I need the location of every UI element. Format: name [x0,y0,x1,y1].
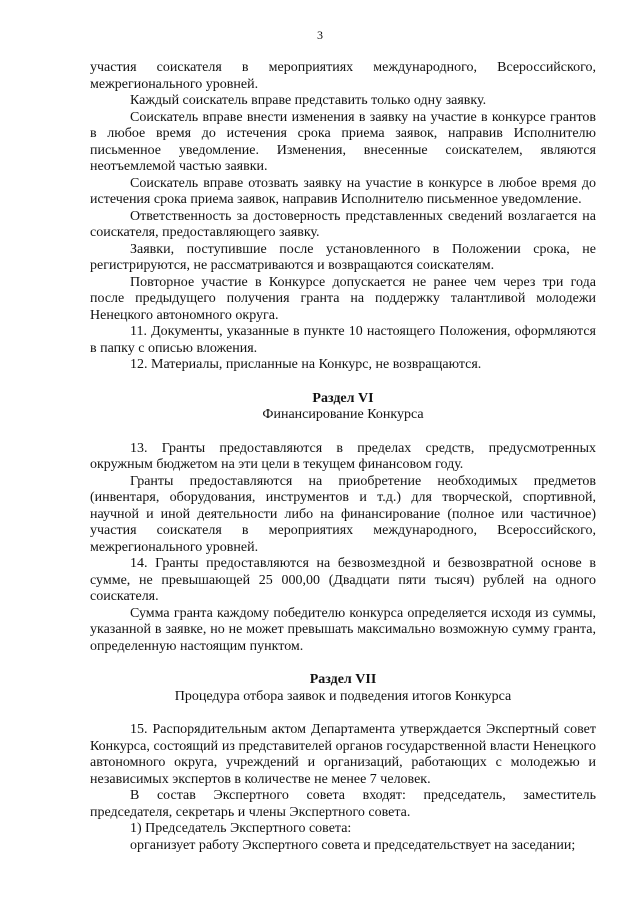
paragraph: Повторное участие в Конкурсе допускается не ранее чем через три года после предыдущего получения гранта на поддержку талантливой молодежи Ненецкого автономного округа. [90,274,596,323]
paragraph: Заявки, поступившие после установленного в Положении срока, не регистрируются, не рассматриваются и возвращаются соискателям. [90,241,596,273]
paragraph: Каждый соискатель вправе представить только одну заявку. [130,93,487,108]
paragraph: Соискатель вправе отозвать заявку на участие в конкурсе в любое время до истечения срока приема заявок, направив Исполнителю письменное уведомление. [90,175,596,207]
paragraph: 13. Гранты предоставляются в пределах средств, предусмотренных окружным бюджетом на эти цели в текущем финансовом году. [90,440,596,472]
page-number: 3 [317,28,323,42]
paragraph: 11. Документы, указанные в пункте 10 настоящего Положения, оформляются в папку с описью вложения. [90,324,596,356]
section-title: Раздел VII [309,672,377,687]
paragraph: Сумма гранта каждому победителю конкурса определяется исходя из суммы, указанной в заявке, но не может превышать максимально возможную сумму гранта, определенную настоящим пунктом. [90,605,596,654]
paragraph: Ответственность за достоверность представленных сведений возлагается на соискателя, предоставляющего заявку. [90,208,596,240]
paragraph: 14. Гранты предоставляются на безвозмездной и безвозвратной основе в сумме, не превышающей 25 000,00 (Двадцати пяти тысяч) рублей на одного соискателя. [90,556,596,604]
paragraph: В состав Экспертного совета входят: председатель, заместитель председателя, секретарь и члены Экспертного совета. [90,788,596,820]
paragraph: 15. Распорядительным актом Департамента утверждается Экспертный совет Конкурса, состоящий из представителей органов государственной власти Ненецкого автономного округа, учреждений и организаций, работающих с молодежью и независимых экспертов в количестве не менее 7 человек. [90,722,596,787]
section-subtitle: Финансирование Конкурса [262,407,424,422]
paragraph: участия соискателя в мероприятиях международного, Всероссийского, межрегионального уровней. [90,60,596,92]
section-subtitle: Процедура отбора заявок и подведения итогов Конкурса [174,688,512,704]
paragraph: Соискатель вправе внести изменения в заявку на участие в конкурсе грантов в любое время до истечения срока приема заявок, направив Исполнителю письменное уведомление. Изменения, внесенные соискателем, являются неотъемлемой частью заявки. [90,109,596,174]
paragraph: Гранты предоставляются на приобретение необходимых предметов (инвентаря, оборудования, инструментов и т.д.) для творческой, спортивной, научной и иной деятельности либо на финансирование (полное или частичное) участия соискателя в мероприятиях международного, Всероссийского, межрегионального уровней. [90,473,596,555]
paragraph: 1) Председатель Экспертного совета: [130,821,352,836]
paragraph: 12. Материалы, присланные на Конкурс, не возвращаются. [130,357,482,372]
paragraph: организует работу Экспертного совета и председательствует на заседании; [130,837,576,853]
document-body [90,60,596,854]
section-title: Раздел VI [312,390,374,406]
